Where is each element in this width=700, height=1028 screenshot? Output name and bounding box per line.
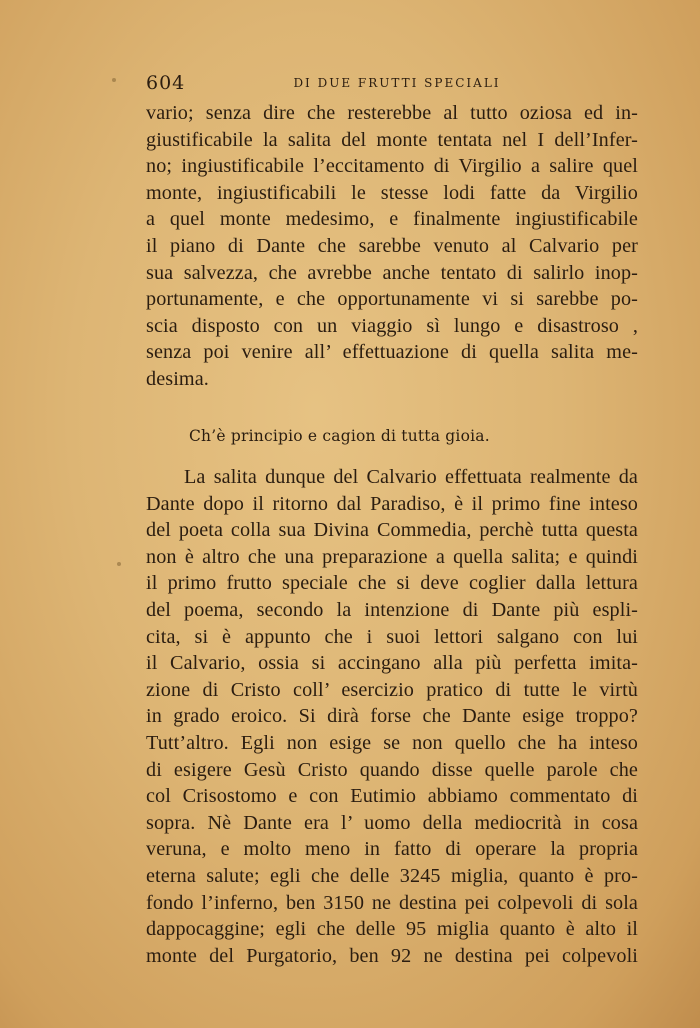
verse-quote: Ch’è principio e cagion di tutta gioia. bbox=[189, 427, 490, 445]
text-line: veruna, e molto meno in fatto di operare la propria bbox=[146, 838, 638, 861]
text-line: portunamente, e che opportunamente vi si sarebbe po- bbox=[146, 288, 638, 311]
text-line: Dante dopo il ritorno dal Paradiso, è il primo fine inteso bbox=[146, 492, 638, 515]
text-line: vario; senza dire che resterebbe al tutto oziosa ed in- bbox=[146, 102, 638, 124]
text-line: a quel monte medesimo, e finalmente ingiustificabile bbox=[146, 208, 638, 231]
text-line: il primo frutto speciale che si deve coglier dalla lettura bbox=[146, 572, 638, 595]
text-line: zione di Cristo coll’ esercizio pratico di tutte le virtù bbox=[146, 678, 638, 701]
text-line: sopra. Nè Dante era l’ uomo della mediocrità in cosa bbox=[146, 811, 638, 834]
text-line: del poeta colla sua Divina Commedia, perchè tutta questa bbox=[146, 519, 638, 542]
paragraph-1 bbox=[146, 100, 638, 393]
text-line: dappocaggine; egli che delle 95 miglia quanto è alto il bbox=[146, 918, 638, 941]
paper-speck bbox=[112, 78, 116, 82]
text-line: monte, ingiustificabili le stesse lodi fatte da Virgilio bbox=[146, 181, 638, 204]
text-line: il piano di Dante che sarebbe venuto al Calvario per bbox=[146, 234, 638, 257]
text-line: del poema, secondo la intenzione di Dante più espli- bbox=[146, 598, 638, 621]
text-line: senza poi venire all’ effettuazione di quella salita me- bbox=[146, 341, 638, 364]
page-header bbox=[146, 72, 638, 98]
text-line: il Calvario, ossia si accingano alla più perfetta imita- bbox=[146, 652, 638, 675]
text-line: La salita dunque del Calvario effettuata realmente da bbox=[184, 466, 638, 488]
paragraph-2 bbox=[146, 464, 638, 969]
text-line: monte del Purgatorio, ben 92 ne destina pei colpevoli bbox=[146, 944, 638, 967]
text-line: fondo l’inferno, ben 3150 ne destina pei colpevoli di sola bbox=[146, 891, 638, 914]
text-line: in grado eroico. Si dirà forse che Dante esige troppo? bbox=[146, 705, 638, 728]
page-number: 604 bbox=[146, 72, 186, 94]
text-line: sua salvezza, che avrebbe anche tentato di salirlo inop- bbox=[146, 261, 638, 284]
text-line: cita, si è appunto che i suoi lettori salgano con lui bbox=[146, 625, 638, 648]
running-head: DI DUE FRUTTI SPECIALI bbox=[293, 76, 501, 90]
text-line: scia disposto con un viaggio sì lungo e disastroso , bbox=[146, 314, 638, 337]
text-line: eterna salute; egli che delle 3245 miglia, quanto è pro- bbox=[146, 864, 638, 887]
paper-speck bbox=[117, 562, 121, 566]
text-line: desima. bbox=[146, 367, 209, 390]
text-line: no; ingiustificabile l’eccitamento di Virgilio a salire quel bbox=[146, 155, 638, 178]
text-line: giustificabile la salita del monte tentata nel I dell’Infer- bbox=[146, 128, 638, 151]
text-line: Tutt’altro. Egli non esige se non quello che ha inteso bbox=[146, 731, 638, 754]
text-line: di esigere Gesù Cristo quando disse quelle parole che bbox=[146, 758, 638, 781]
text-line: col Crisostomo e con Eutimio abbiamo commentato di bbox=[146, 785, 638, 808]
text-line: non è altro che una preparazione a quella salita; e quindi bbox=[146, 545, 638, 568]
